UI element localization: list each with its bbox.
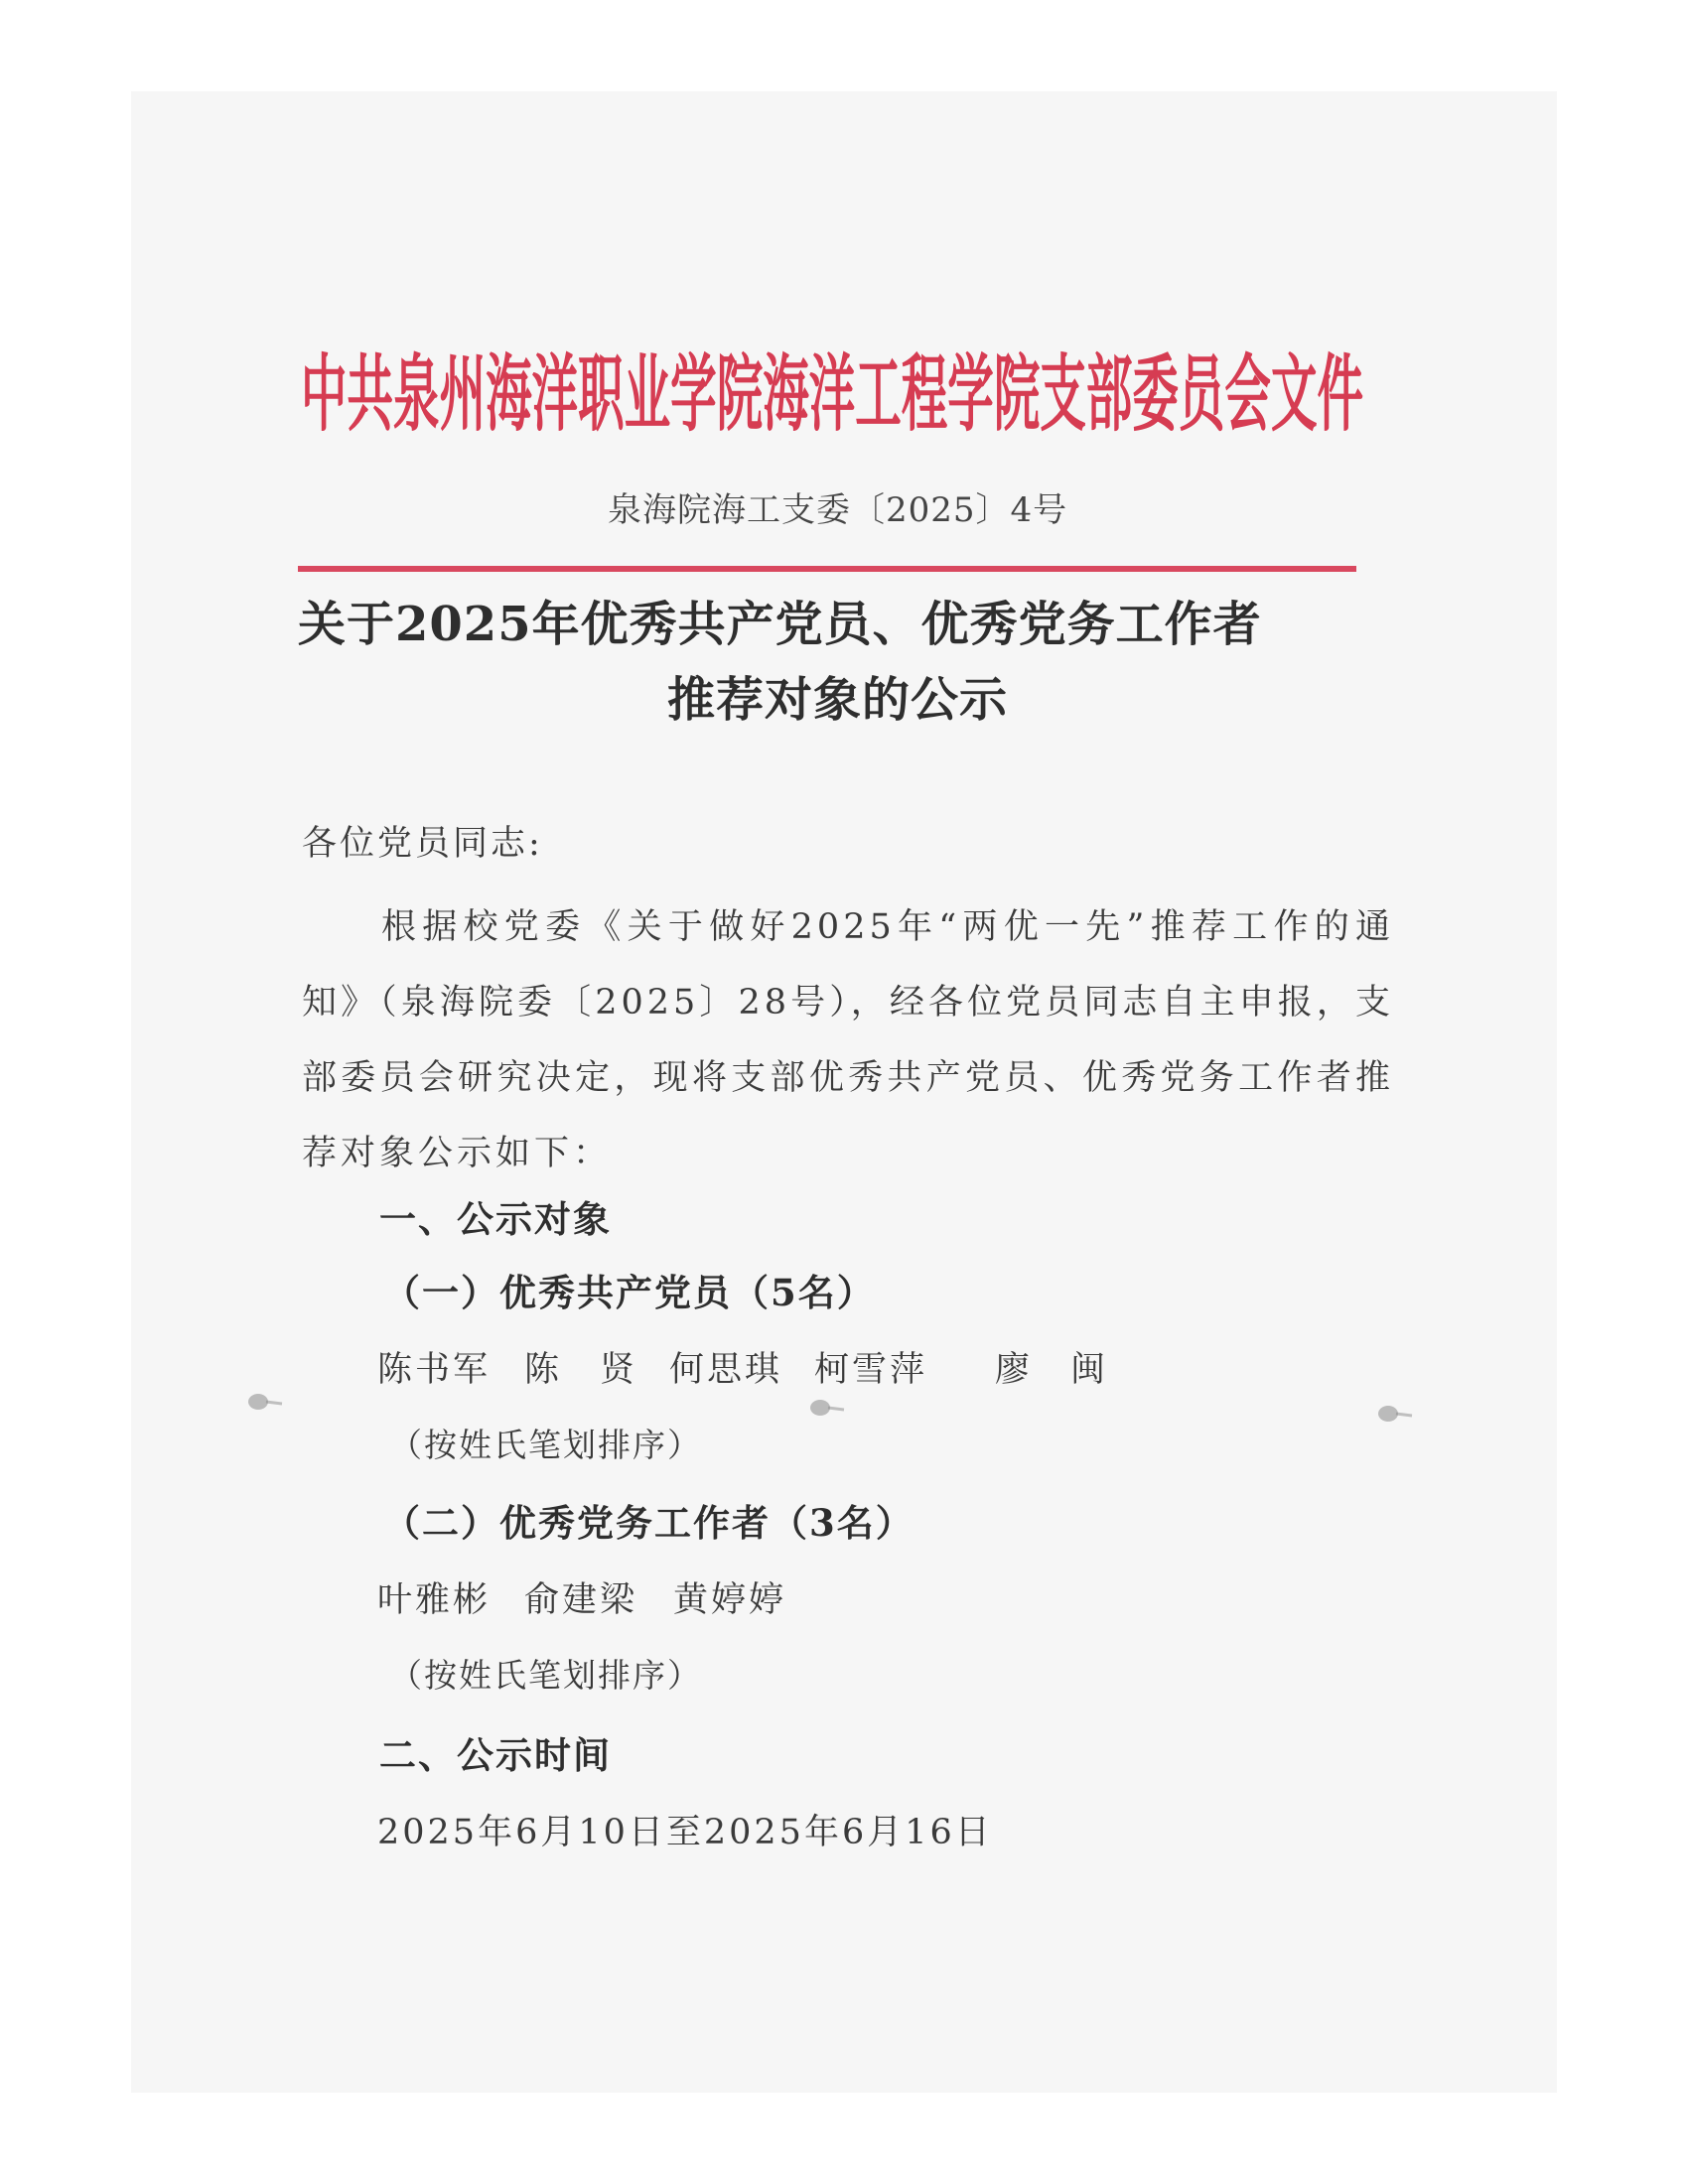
document-header-title	[296, 326, 1368, 455]
section-heading-objects: 一、公示对象	[379, 1197, 612, 1241]
excellent-members-names	[377, 1342, 1108, 1392]
notice-title-line-2: 推荐对象的公示	[667, 672, 1009, 728]
worker-name: 俞建梁	[524, 1580, 638, 1620]
notice-title-line-1: 关于2025年优秀共产党员、优秀党务工作者	[298, 597, 1262, 652]
salutation: 各位党员同志:	[302, 824, 543, 864]
scan-mark	[806, 1396, 846, 1420]
red-separator-line	[298, 566, 1356, 572]
worker-name: 叶雅彬	[377, 1580, 492, 1620]
body-paragraph: 根据校党委《关于做好2025年“两优一先”推荐工作的通知》（泉海院委〔2025〕28号），经各位党员同志自主申报，支部委员会研究决定，现将支部优秀共产党员、优秀党务工作者推荐对象公示如下：	[302, 907, 1394, 1173]
party-workers-names	[377, 1572, 786, 1622]
document-number: 泉海院海工支委〔2025〕4号	[608, 490, 1068, 530]
member-name: 陈书军	[377, 1350, 492, 1390]
member-name: 柯雪萍	[814, 1350, 928, 1390]
scan-mark	[244, 1390, 284, 1414]
header-title-text: 中共泉州海洋职业学院海洋工程学院支部委员会文件	[301, 349, 1363, 442]
subheading-excellent-members: （一）优秀共产党员（5名）	[383, 1271, 876, 1314]
sort-note: （按姓氏笔划排序）	[389, 1656, 702, 1695]
member-name: 陈 贤	[524, 1350, 638, 1390]
scan-mark	[1374, 1402, 1414, 1426]
section-heading-period: 二、公示时间	[379, 1733, 612, 1777]
subheading-party-workers: （二）优秀党务工作者（3名）	[383, 1501, 914, 1545]
sort-note: （按姓氏笔划排序）	[389, 1426, 702, 1464]
member-name: 何思琪	[669, 1350, 783, 1390]
worker-name: 黄婷婷	[673, 1580, 787, 1620]
member-name: 廖 闽	[995, 1350, 1109, 1390]
publicity-period: 2025年6月10日至2025年6月16日	[377, 1813, 993, 1852]
